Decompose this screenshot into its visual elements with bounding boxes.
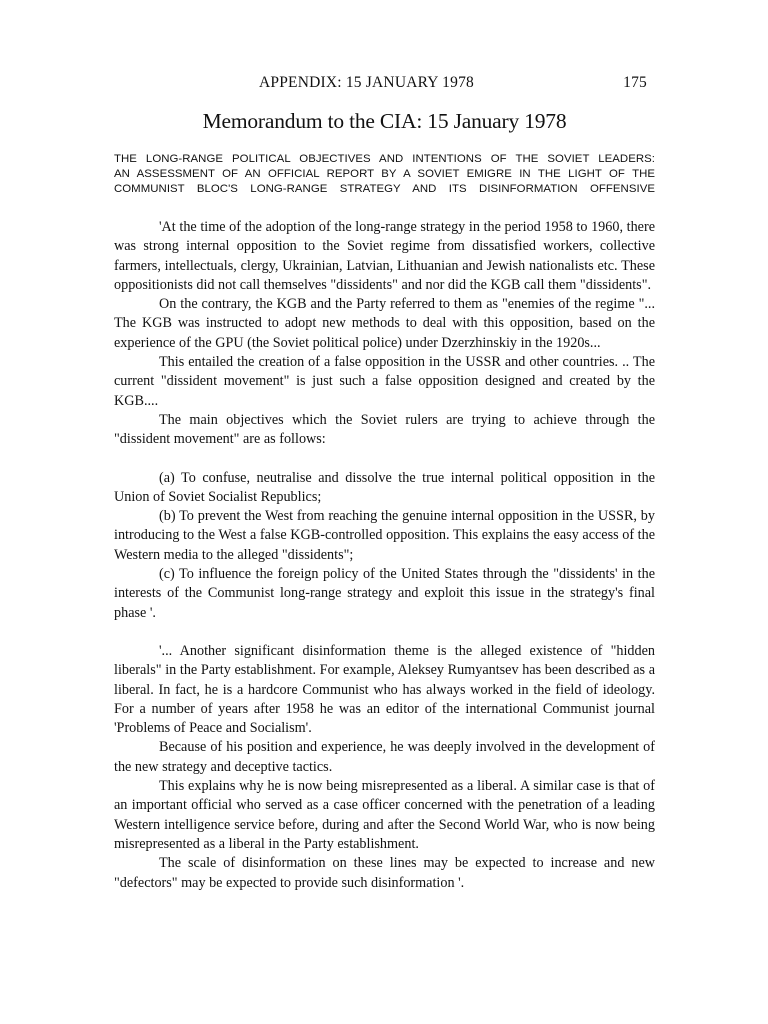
paragraph: This explains why he is now being misrepresented as a liberal. A similar case is that of an important official who served as a case officer concerned with the penetration of a leading Western intelligence service before, during and after the Second World War, who is now being misrepresented as a liberal in the Party establishment. [114,778,655,852]
list-item-a: (a) To confuse, neutralise and dissolve the true internal political opposition in the Union of Soviet Socialist Republics; [114,469,655,505]
paragraph: 'At the time of the adoption of the long-range strategy in the period 1958 to 1960, there was strong internal opposition to the Soviet regime from dissatisfied workers, collective farmers, intellectuals, clergy, Ukrainian, Latvian, Lithuanian and Jewish nationalists etc. These oppositionists did not call themselves "dissidents" and nor did the KGB call them "dissidents". [114,219,655,293]
subtitle-line: THE LONG-RANGE POLITICAL OBJECTIVES AND INTENTIONS OF THE SOVIET LEADERS: [114,153,655,165]
list-item-b: (b) To prevent the West from reaching the genuine internal opposition in the USSR, by introducing to the West a false KGB-controlled opposition. This explains the easy access of the Western media to the alleged "dissidents"; [114,508,655,563]
document-title: Memorandum to the CIA: 15 January 1978 [202,109,567,133]
running-title: APPENDIX: 15 JANUARY 1978 [259,74,474,91]
body-text [114,218,655,893]
paragraph-gap [114,450,655,469]
document-page [114,74,655,893]
list-item-c: (c) To influence the foreign policy of the United States through the "dissidents' in the interests of the Communist long-range strategy and exploit this issue in the strategy's final phase '. [114,566,655,621]
paragraph-gap [114,623,655,642]
document-subtitle [114,152,655,197]
paragraph: The scale of disinformation on these lines may be expected to increase and new "defectors" may be expected to provide such disinformation '. [114,855,655,891]
subtitle-line: COMMUNIST BLOC'S LONG-RANGE STRATEGY AND ITS DISINFORMATION OFFENSIVE [114,183,655,195]
paragraph: '... Another significant disinformation theme is the alleged existence of "hidden liberals" in the Party establishment. For example, Aleksey Rumyantsev has been described as a liberal. In fact, he is a hardcore Communist who has always worked in the field of ideology. For a number of years after 1958 he was an editor of the international Communist journal 'Problems of Peace and Socialism'. [114,642,655,737]
page-number: 175 [623,74,647,91]
paragraph: The main objectives which the Soviet rulers are trying to achieve through the "dissident movement" are as follows: [114,411,655,448]
paragraph: This entailed the creation of a false opposition in the USSR and other countries. .. The current "dissident movement" is just such a false opposition designed and created by the KGB.... [114,354,655,409]
subtitle-line: AN ASSESSMENT OF AN OFFICIAL REPORT BY A SOVIET EMIGRE IN THE LIGHT OF THE [114,168,655,180]
paragraph: On the contrary, the KGB and the Party referred to them as "enemies of the regime "... The KGB was instructed to adopt new methods to deal with this opposition, based on the experience of the GPU (the Soviet political police) under Dzerzhinskiy in the 1920s... [114,296,655,351]
running-header [114,74,655,96]
paragraph: Because of his position and experience, he was deeply involved in the development of the new strategy and deceptive tactics. [114,739,655,775]
